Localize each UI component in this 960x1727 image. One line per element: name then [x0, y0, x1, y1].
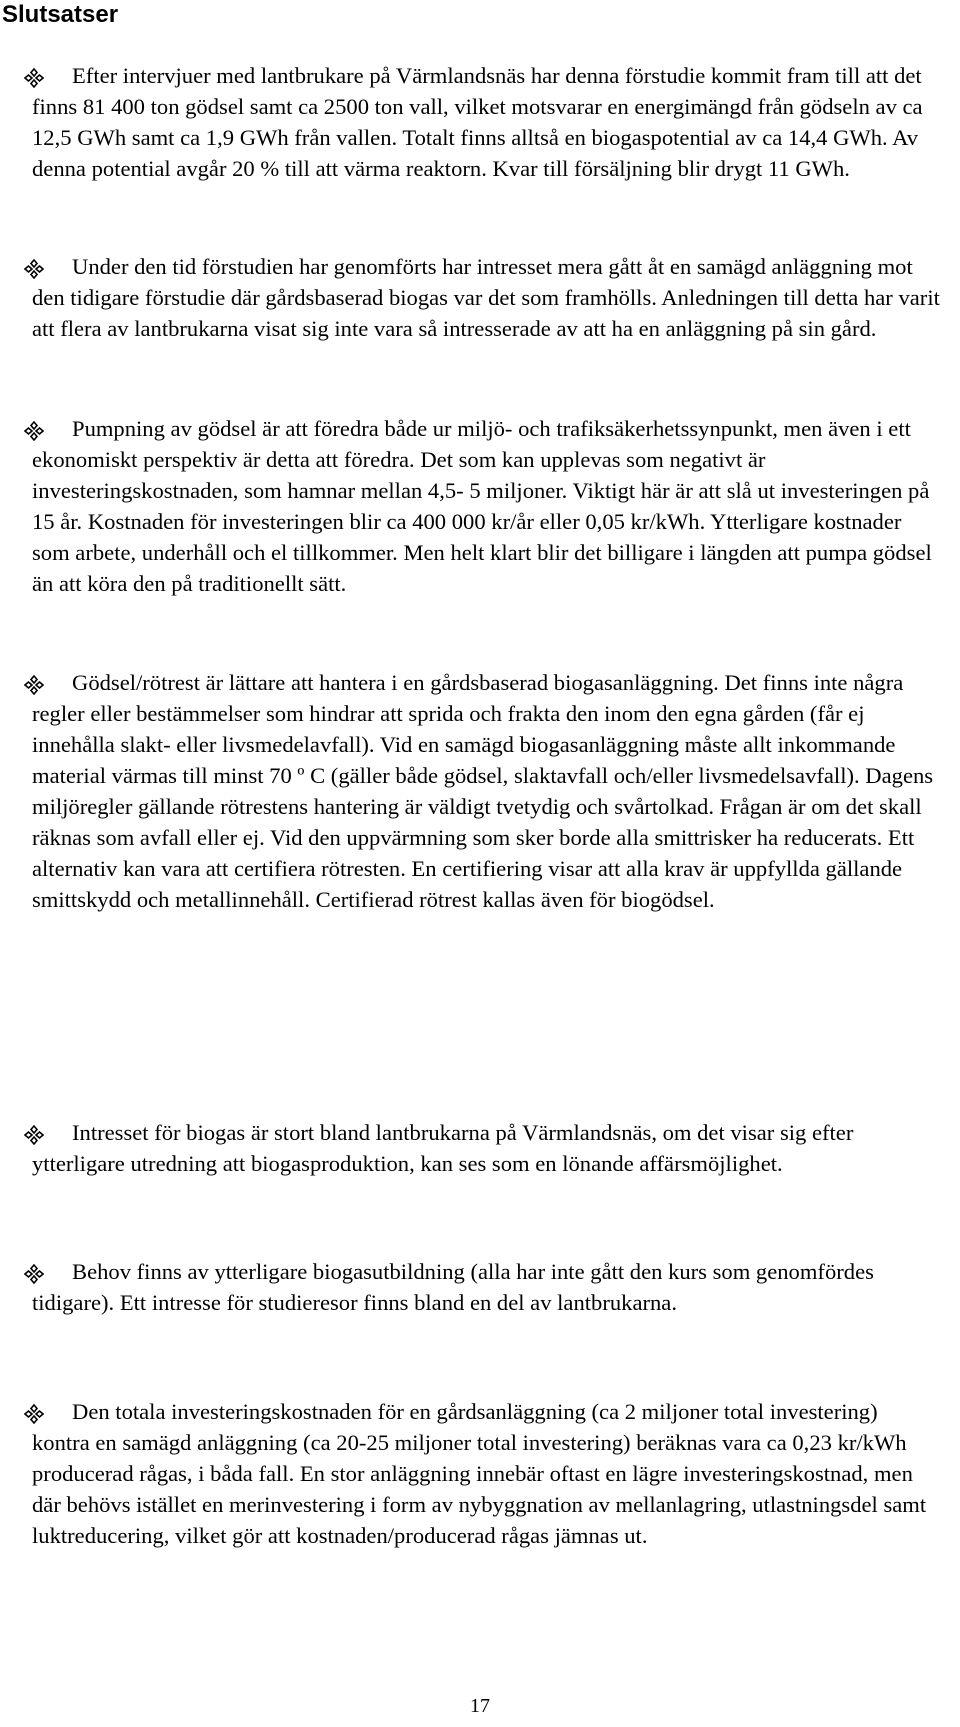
bullet-text: Under den tid förstudien har genomförts har intresset mera gått åt en samägd anläggning mot den tidigare förstudie där gårdsbaserad biogas var det som framhölls. Anledningen till detta har varit att flera av lantbrukarna visat sig inte vara så intresserade av att ha en anläggning på sin gård. — [32, 254, 940, 341]
four-diamond-bullet-icon — [24, 259, 44, 279]
bullet-text: Pumpning av gödsel är att föredra både ur miljö- och trafiksäkerhetssynpunkt, men även i ett ekonomiskt perspektiv är detta att föredra. Det som kan upplevas som negativt är investeringskostnaden, som hamnar mellan 4,5- 5 miljoner. Viktigt här är att slå ut investeringen på 15 år. Kostnaden för investeringen blir ca 400 000 kr/år eller 0,05 kr/kWh. Ytterligare kostnader som arbete, underhåll och el tillkommer. Men helt klart blir det billigare i längden att pumpa gödsel än att köra den på traditionellt sätt. — [32, 416, 932, 596]
bullet-item — [32, 251, 940, 344]
bullet-item — [32, 413, 940, 599]
bullet-text: Efter intervjuer med lantbrukare på Värmlandsnäs har denna förstudie kommit fram till att det finns 81 400 ton gödsel samt ca 2500 ton vall, vilket motsvarar en energimängd från gödseln av ca 12,5 GWh samt ca 1,9 GWh från vallen. Totalt finns alltså en biogaspotential av ca 14,4 GWh. Av denna potential avgår 20 % till att värma reaktorn. Kvar till försäljning blir drygt 11 GWh. — [32, 63, 923, 181]
bullet-item — [32, 1396, 940, 1551]
four-diamond-bullet-icon — [24, 1264, 44, 1284]
four-diamond-bullet-icon — [24, 675, 44, 695]
four-diamond-bullet-icon — [24, 1125, 44, 1145]
section-heading: Slutsatser — [2, 1, 119, 28]
bullet-item — [32, 1117, 940, 1179]
bullet-item — [32, 667, 940, 915]
bullet-text: Den totala investeringskostnaden för en gårdsanläggning (ca 2 miljoner total investering) kontra en samägd anläggning (ca 20-25 miljoner total investering) beräknas vara ca 0,23 kr/kWh producerad rågas, i båda fall. En stor anläggning innebär oftast en lägre investeringskostnad, men där behövs istället en merinvestering i form av nybyggnation av mellanlagring, utlastningsdel samt luktreducering, vilket gör att kostnaden/producerad rågas jämnas ut. — [32, 1399, 927, 1548]
four-diamond-bullet-icon — [24, 1404, 44, 1424]
bullet-text: Intresset för biogas är stort bland lantbrukarna på Värmlandsnäs, om det visar sig efter ytterligare utredning att biogasproduktion, kan ses som en lönande affärsmöjlighet. — [32, 1120, 854, 1176]
bullet-item — [32, 60, 940, 184]
four-diamond-bullet-icon — [24, 68, 44, 88]
bullet-text: Behov finns av ytterligare biogasutbildning (alla har inte gått den kurs som genomfördes tidigare). Ett intresse för studieresor finns bland en del av lantbrukarna. — [32, 1259, 874, 1315]
bullet-item — [32, 1256, 940, 1318]
bullet-text: Gödsel/rötrest är lättare att hantera i en gårdsbaserad biogasanläggning. Det finns inte några regler eller bestämmelser som hindrar att sprida och frakta den inom den egna gården (får ej innehålla slakt- eller livsmedelavfall). Vid en samägd biogasanläggning måste allt inkommande material värmas till minst 70 º C (gäller både gödsel, slaktavfall och/eller livsmedelsavfall). Dagens miljöregler gällande rötrestens hantering är väldigt tvetydig och svårtolkad. Frågan är om det skall räknas som avfall eller ej. Vid den uppvärmning som sker borde alla smittrisker ha reducerats. Ett alternativ kan vara att certifiera rötresten. En certifiering visar att alla krav är uppfyllda gällande smittskydd och metallinnehåll. Certifierad rötrest kallas även för biogödsel. — [32, 670, 934, 912]
four-diamond-bullet-icon — [24, 421, 44, 441]
page-number: 17 — [470, 1695, 490, 1717]
